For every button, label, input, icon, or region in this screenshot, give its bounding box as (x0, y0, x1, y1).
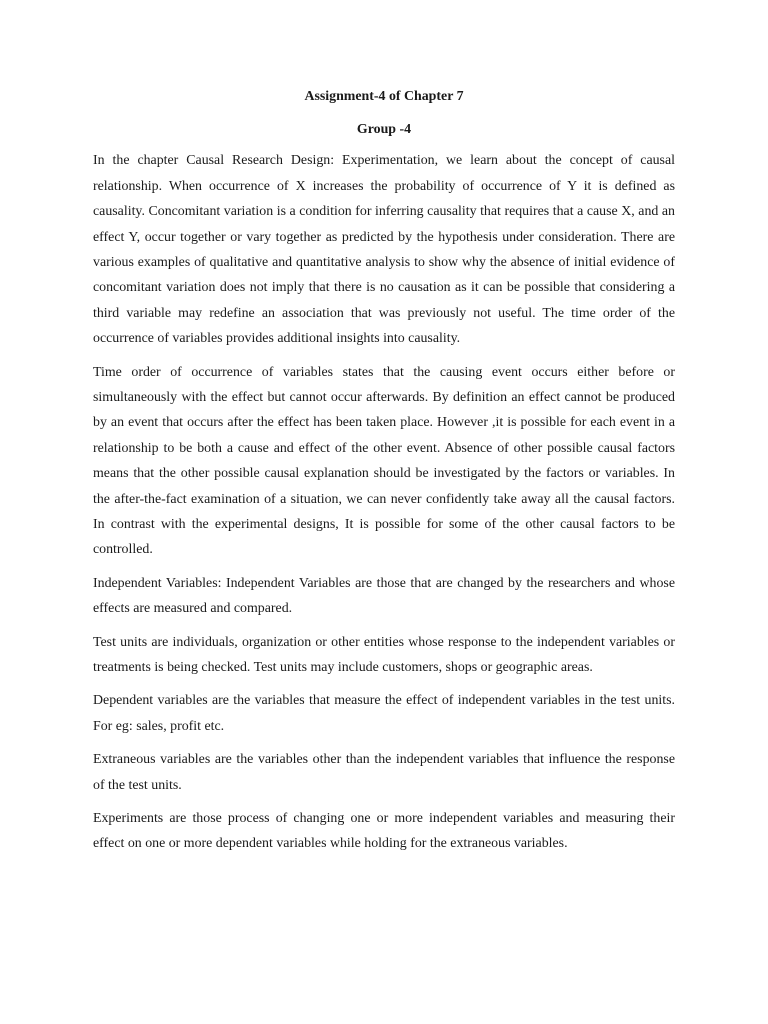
paragraph-dependent-variables: Dependent variables are the variables that measure the effect of independent variables in the test units. For eg: sales, profit etc. (93, 693, 675, 734)
paragraph-experiments: Experiments are those process of changing one or more independent variables and measuring their effect on one or more dependent variables while holding for the extraneous variables. (93, 811, 675, 852)
document-body (93, 84, 675, 857)
paragraph-causal-relationship: In the chapter Causal Research Design: Experimentation, we learn about the concept of causal relationship. When occurrence of X increases the probability of occurrence of Y it is defined as causality. Concomitant variation is a condition for inferring causality that requires that a cause X, and an effect Y, occur together or vary together as predicted by the hypothesis under consideration. There are various examples of qualitative and quantitative analysis to show why the absence of initial evidence of concomitant variation does not imply that there is no causation as it can be possible that considering a third variable may redefine an association that was previously not useful. The time order of the occurrence of variables provides additional insights into causality. (93, 153, 675, 347)
paragraph-time-order: Time order of occurrence of variables states that the causing event occurs either before or simultaneously with the effect but cannot occur afterwards. By definition an effect cannot be produced by an event that occurs after the effect has been taken place. However ,it is possible for each event in a relationship to be both a cause and effect of the other event. Absence of other possible causal factors means that the other possible causal explanation should be investigated by the factors or variables. In the after-the-fact examination of a situation, we can never confidently take away all the causal factors. In contrast with the experimental designs, It is possible for some of the other causal factors to be controlled. (93, 364, 675, 558)
paragraph-independent-variables: Independent Variables: Independent Variables are those that are changed by the researchers and whose effects are measured and compared. (93, 575, 675, 617)
document-subtitle: Group -4 (356, 121, 412, 137)
paragraph-test-units: Test units are individuals, organization or other entities whose response to the independent variables or treatments is being checked. Test units may include customers, shops or geographic areas. (93, 634, 675, 675)
paragraph-extraneous-variables: Extraneous variables are the variables other than the independent variables that influence the response of the test units. (93, 752, 675, 793)
document-title: Assignment-4 of Chapter 7 (304, 89, 464, 104)
